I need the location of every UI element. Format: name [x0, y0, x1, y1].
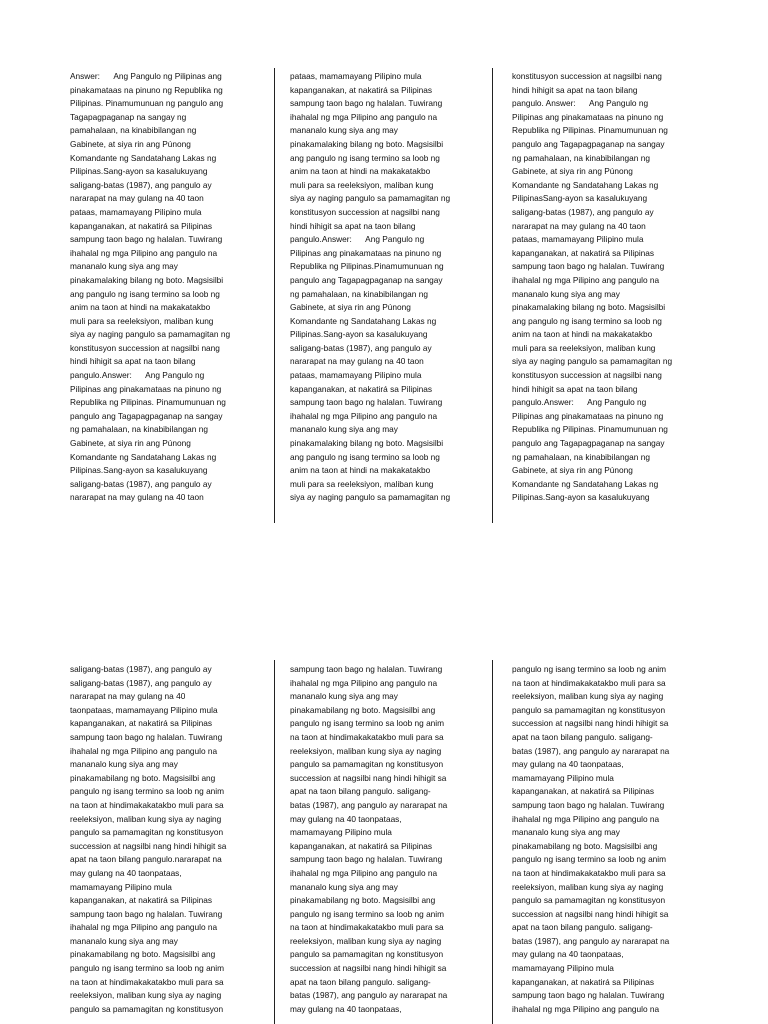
- text-line: konstitusyon succession at nagsilbi nang: [512, 370, 662, 381]
- text-line: mamamayang Pilipino mula: [512, 772, 614, 783]
- text-line: apat na taon bilang pangulo. saligang-: [512, 922, 653, 933]
- text-line: reeleksiyon, maliban kung siya ay naging: [70, 990, 222, 1001]
- text-line: mananalo kung siya ang may: [70, 261, 178, 272]
- text-line: siya ay naging pangulo sa pamamagitan ng: [512, 356, 673, 367]
- text-line: batas (1987), ang pangulo ay nararapat na: [512, 935, 670, 946]
- text-line: siya ay naging pangulo sa pamamagitan ng: [290, 492, 451, 503]
- text-line: na taon at hindimakakatakbo muli para sa: [70, 799, 224, 810]
- text-line: pataas, mamamayang Pilipino mula: [290, 71, 422, 81]
- text-line: kapanganakan, at nakatirá sa Pilipinas: [70, 895, 213, 906]
- text-line: mamamayang Pilipino mula: [512, 963, 614, 974]
- text-line: nararapat na may gulang na 40 taon: [70, 193, 204, 204]
- text-line: Komandante ng Sandatahang Lakas ng: [512, 179, 659, 190]
- text-line: saligang-batas (1987), ang pangulo ay: [290, 342, 432, 353]
- text-line: pinakamalaking bilang ng boto. Magsisilbi: [512, 302, 666, 313]
- text-line: saligang-batas (1987), ang pangulo ay: [70, 478, 212, 489]
- text-line: pataas, mamamayang Pilipino mula: [290, 370, 422, 381]
- text-line: sampung taon bago ng halalan. Tuwirang: [70, 234, 223, 245]
- text-line: Answer: Ang Pangulo ng Pilipinas ang: [70, 71, 222, 81]
- text-line: anim na taon at hindi na makakatakbo: [290, 166, 431, 177]
- text-line: reeleksiyon, maliban kung siya ay naging: [512, 691, 664, 702]
- text-line: ang pangulo ng isang termino sa loob ng: [290, 152, 440, 163]
- text-line: PilipinasSang-ayon sa kasalukuyang: [512, 193, 648, 204]
- text-line: apat na taon bilang pangulo. saligang-: [290, 786, 431, 797]
- text-line: Pilipinas. Pinamumunuan ng pangulo ang: [70, 98, 224, 109]
- text-line: konstitusyon succession at nagsilbi nang: [512, 71, 662, 81]
- text-line: pinakamalaking bilang ng boto. Magsisilbi: [290, 138, 444, 149]
- text-line: muli para sa reeleksiyon, maliban kung: [290, 478, 434, 489]
- text-line: mananalo kung siya ang may: [290, 424, 398, 435]
- text-line: saligang-batas (1987), ang pangulo ay: [70, 677, 212, 688]
- text-line: Gabinete, at siya rin ang Púnong: [70, 438, 191, 449]
- text-line: konstitusyon succession at nagsilbi nang: [290, 206, 440, 217]
- text-line: apat na taon bilang pangulo. saligang-: [512, 731, 653, 742]
- text-line: muli para sa reeleksiyon, maliban kung: [290, 179, 434, 190]
- text-line: reeleksiyon, maliban kung siya ay naging: [290, 745, 442, 756]
- text-line: pinakamabilang ng boto. Magsisilbi ang: [70, 772, 216, 783]
- text-line: pangulo sa pamamagitan ng konstitusyon: [512, 895, 666, 906]
- text-column-bottom-3: [512, 663, 669, 1016]
- text-line: succession at nagsilbi nang hindi hihigit sa: [512, 908, 669, 919]
- text-line: pangulo ang Tagapagpaganap na sangay: [290, 274, 443, 285]
- text-line: pangulo.Answer: Ang Pangulo ng: [512, 397, 647, 408]
- text-line: na taon at hindimakakatakbo muli para sa: [290, 922, 444, 933]
- text-line: ang pangulo ng isang termino sa loob ng: [70, 288, 220, 299]
- text-line: ihahalal ng mga Pilipino ang pangulo na: [70, 247, 218, 258]
- text-column-bottom-2: [290, 663, 447, 1016]
- text-line: pataas, mamamayang Pilipino mula: [70, 206, 202, 217]
- text-line: succession at nagsilbi nang hindi hihigit sa: [512, 718, 669, 729]
- text-line: saligang-batas (1987), ang pangulo ay: [70, 664, 212, 674]
- text-line: pangulo ng isang termino sa loob ng anim: [290, 908, 445, 919]
- text-line: Gabinete, at siya rin ang Púnong: [512, 465, 633, 476]
- text-line: pangulo ng isang termino sa loob ng anim: [70, 963, 225, 974]
- text-line: ang pangulo ng isang termino sa loob ng: [512, 315, 662, 326]
- text-line: muli para sa reeleksiyon, maliban kung: [70, 315, 214, 326]
- text-line: mananalo kung siya ang may: [512, 288, 620, 299]
- text-line: hindi hihigit sa apat na taon bilang: [290, 220, 416, 231]
- text-line: sampung taon bago ng halalan. Tuwirang: [70, 908, 223, 919]
- text-column-top-1: [70, 70, 230, 505]
- text-line: pangulo sa pamamagitan ng konstitusyon: [70, 827, 224, 838]
- text-column-top-3: [512, 70, 672, 505]
- text-line: ihahalal ng mga Pilipino ang pangulo na: [512, 813, 660, 824]
- text-line: muli para sa reeleksiyon, maliban kung: [512, 342, 656, 353]
- text-line: sampung taon bago ng halalan. Tuwirang: [290, 664, 443, 674]
- text-line: anim na taon at hindi na makakatakbo: [70, 302, 211, 313]
- text-line: ng pamahalaan, na kinabibilangan ng: [290, 288, 428, 299]
- text-line: batas (1987), ang pangulo ay nararapat na: [290, 799, 448, 810]
- text-line: reeleksiyon, maliban kung siya ay naging: [70, 813, 222, 824]
- text-line: Tagapagpaganap na sangay ng: [70, 111, 187, 122]
- text-line: ihahalal ng mga Pilipino ang pangulo na: [70, 745, 218, 756]
- text-line: mananalo kung siya ang may: [70, 759, 178, 770]
- text-line: sampung taon bago ng halalan. Tuwirang: [512, 799, 665, 810]
- text-line: Pilipinas ang pinakamataas na pinuno ng: [70, 383, 222, 394]
- text-line: nararapat na may gulang na 40 taon: [290, 356, 424, 367]
- text-line: batas (1987), ang pangulo ay nararapat na: [290, 990, 448, 1001]
- text-line: na taon at hindimakakatakbo muli para sa: [290, 731, 444, 742]
- text-line: siya ay naging pangulo sa pamamagitan ng: [290, 193, 451, 204]
- text-line: Gabinete, at siya rin ang Púnong: [290, 302, 411, 313]
- text-line: pinakamataas na pinuno ng Republika ng: [70, 84, 223, 95]
- text-line: Pilipinas.Sang-ayon sa kasalukuyang: [70, 166, 208, 177]
- text-line: pangulo ng isang termino sa loob ng anim: [70, 786, 225, 797]
- text-line: pataas, mamamayang Pilipino mula: [512, 234, 644, 245]
- text-line: ang pangulo ng isang termino sa loob ng: [290, 451, 440, 462]
- text-line: kapanganakan, at nakatirá sa Pilipinas: [512, 976, 655, 987]
- text-line: pangulo ng isang termino sa loob ng anim: [512, 664, 667, 674]
- text-line: mananalo kung siya ang may: [290, 125, 398, 136]
- text-line: konstitusyon succession at nagsilbi nang: [70, 342, 220, 353]
- text-line: Pilipinas ang pinakamataas na pinuno ng: [512, 111, 664, 122]
- text-line: pangulo ng isang termino sa loob ng anim: [512, 854, 667, 865]
- text-line: Republika ng Pilipinas. Pinamumunuan ng: [512, 125, 668, 136]
- text-line: ihahalal ng mga Pilipino ang pangulo na: [290, 677, 438, 688]
- text-line: Republika ng Pilipinas.Pinamumunuan ng: [290, 261, 444, 272]
- text-line: kapanganakan, at nakatirá sa Pilipinas: [70, 220, 213, 231]
- text-line: reeleksiyon, maliban kung siya ay naging: [512, 881, 664, 892]
- text-line: ihahalal ng mga Pilipino ang pangulo na: [290, 867, 438, 878]
- text-line: may gulang na 40 taonpataas,: [512, 759, 624, 770]
- text-line: sampung taon bago ng halalan. Tuwirang: [290, 854, 443, 865]
- text-line: mamamayang Pilipino mula: [70, 881, 172, 892]
- text-column-bottom-1: [70, 663, 226, 1016]
- column-divider-top-2: [492, 68, 493, 523]
- text-line: succession at nagsilbi nang hindi hihigit sa: [70, 840, 227, 851]
- text-line: nararapat na may gulang na 40 taon: [512, 220, 646, 231]
- column-divider-top-1: [274, 68, 275, 523]
- text-line: siya ay naging pangulo sa pamamagitan ng: [70, 329, 231, 340]
- text-line: Komandante ng Sandatahang Lakas ng: [290, 315, 437, 326]
- text-line: ng pamahalaan, na kinabibilangan ng: [512, 451, 650, 462]
- text-line: pinakamabilang ng boto. Magsisilbi ang: [512, 840, 658, 851]
- text-line: anim na taon at hindi na makakatakbo: [512, 329, 653, 340]
- text-line: pangulo sa pamamagitan ng konstitusyon: [70, 1003, 224, 1014]
- text-line: pangulo ang Tagapagpaganap na sangay: [512, 138, 665, 149]
- text-line: succession at nagsilbi nang hindi hihigit sa: [290, 963, 447, 974]
- text-line: ihahalal ng mga Pilipino ang pangulo na: [290, 111, 438, 122]
- text-line: anim na taon at hindi na makakatakbo: [290, 465, 431, 476]
- text-line: pinakamabilang ng boto. Magsisilbi ang: [70, 949, 216, 960]
- column-divider-bottom-1: [274, 660, 275, 1024]
- text-line: succession at nagsilbi nang hindi hihigit sa: [290, 772, 447, 783]
- text-line: Pilipinas.Sang-ayon sa kasalukuyang: [290, 329, 428, 340]
- text-line: may gulang na 40 taonpataas,: [512, 949, 624, 960]
- text-line: pangulo sa pamamagitan ng konstitusyon: [290, 949, 444, 960]
- text-line: ihahalal ng mga Pilipino ang pangulo na: [290, 410, 438, 421]
- text-line: sampung taon bago ng halalan. Tuwirang: [512, 261, 665, 272]
- text-line: mananalo kung siya ang may: [290, 691, 398, 702]
- text-line: hindi hihigit sa apat na taon bilang: [70, 356, 196, 367]
- text-line: ihahalal ng mga Pilipino ang pangulo na: [512, 1003, 660, 1014]
- text-line: apat na taon bilang pangulo. saligang-: [290, 976, 431, 987]
- text-line: mananalo kung siya ang may: [70, 935, 178, 946]
- text-line: kapanganakan, at nakatirá sa Pilipinas: [70, 718, 213, 729]
- text-line: sampung taon bago ng halalan. Tuwirang: [290, 98, 443, 109]
- text-line: ihahalal ng mga Pilipino ang pangulo na: [512, 274, 660, 285]
- text-line: sampung taon bago ng halalan. Tuwirang: [290, 397, 443, 408]
- text-line: batas (1987), ang pangulo ay nararapat na: [512, 745, 670, 756]
- text-line: Gabinete, at siya rin ang Púnong: [70, 138, 191, 149]
- text-line: pangulo ang Tagapagpaganap na sangay: [512, 438, 665, 449]
- text-line: Pilipinas.Sang-ayon sa kasalukuyang: [70, 465, 208, 476]
- text-line: Komandante ng Sandatahang Lakas ng: [70, 152, 217, 163]
- text-line: Komandante ng Sandatahang Lakas ng: [512, 478, 659, 489]
- text-line: nararapat na may gulang na 40: [70, 691, 186, 702]
- text-line: hindi hihigit sa apat na taon bilang: [512, 84, 638, 95]
- text-line: pinakamabilang ng boto. Magsisilbi ang: [290, 895, 436, 906]
- text-line: pangulo ng isang termino sa loob ng anim: [290, 718, 445, 729]
- text-line: Pilipinas.Sang-ayon sa kasalukuyang: [512, 492, 650, 503]
- text-line: may gulang na 40 taonpataas,: [290, 813, 402, 824]
- text-line: saligang-batas (1987), ang pangulo ay: [512, 206, 654, 217]
- text-line: pangulo.Answer: Ang Pangulo ng: [290, 234, 425, 245]
- text-line: sampung taon bago ng halalan. Tuwirang: [70, 731, 223, 742]
- text-line: pangulo sa pamamagitan ng konstitusyon: [290, 759, 444, 770]
- text-line: may gulang na 40 taonpataas,: [290, 1003, 402, 1014]
- text-line: reeleksiyon, maliban kung siya ay naging: [290, 935, 442, 946]
- text-line: Komandante ng Sandatahang Lakas ng: [70, 451, 217, 462]
- text-line: pinakamabilang ng boto. Magsisilbi ang: [290, 704, 436, 715]
- text-line: pinakamalaking bilang ng boto. Magsisilbi: [70, 274, 224, 285]
- text-line: na taon at hindimakakatakbo muli para sa: [512, 867, 666, 878]
- text-line: kapanganakan, at nakatirá sa Pilipinas: [290, 84, 433, 95]
- text-line: na taon at hindimakakatakbo muli para sa: [512, 677, 666, 688]
- text-line: may gulang na 40 taonpataas,: [70, 867, 182, 878]
- text-line: pamahalaan, na kinabibilangan ng: [70, 125, 197, 136]
- text-line: nararapat na may gulang na 40 taon: [70, 492, 204, 503]
- text-line: kapanganakan, at nakatirá sa Pilipinas: [512, 786, 655, 797]
- text-line: saligang-batas (1987), ang pangulo ay: [70, 179, 212, 190]
- text-line: ng pamahalaan, na kinabibilangan ng: [512, 152, 650, 163]
- text-line: mananalo kung siya ang may: [512, 827, 620, 838]
- text-line: kapanganakan, at nakatirá sa Pilipinas: [290, 840, 433, 851]
- text-line: hindi hihigit sa apat na taon bilang: [512, 383, 638, 394]
- text-line: pangulo.Answer: Ang Pangulo ng: [70, 370, 205, 381]
- text-line: pangulo sa pamamagitan ng konstitusyon: [512, 704, 666, 715]
- text-line: Gabinete, at siya rin ang Púnong: [512, 166, 633, 177]
- text-line: taonpataas, mamamayang Pilipino mula: [70, 704, 218, 715]
- text-line: pangulo ang Tagapagpaganap na sangay: [70, 410, 223, 421]
- text-line: ng pamahalaan, na kinabibilangan ng: [70, 424, 208, 435]
- text-line: pangulo. Answer: Ang Pangulo ng: [512, 98, 649, 109]
- text-line: pinakamalaking bilang ng boto. Magsisilbi: [290, 438, 444, 449]
- text-line: Pilipinas ang pinakamataas na pinuno ng: [290, 247, 442, 258]
- text-line: na taon at hindimakakatakbo muli para sa: [70, 976, 224, 987]
- text-line: kapanganakan, at nakatirá sa Pilipinas: [512, 247, 655, 258]
- text-line: mananalo kung siya ang may: [290, 881, 398, 892]
- text-line: sampung taon bago ng halalan. Tuwirang: [512, 990, 665, 1001]
- text-line: kapanganakan, at nakatirá sa Pilipinas: [290, 383, 433, 394]
- text-line: Republika ng Pilipinas. Pinamumunuan ng: [512, 424, 668, 435]
- text-line: Pilipinas ang pinakamataas na pinuno ng: [512, 410, 664, 421]
- text-line: Republika ng Pilipinas. Pinamumunuan ng: [70, 397, 226, 408]
- text-line: apat na taon bilang pangulo.nararapat na: [70, 854, 222, 865]
- text-line: mamamayang Pilipino mula: [290, 827, 392, 838]
- text-line: ihahalal ng mga Pilipino ang pangulo na: [70, 922, 218, 933]
- text-column-top-2: [290, 70, 450, 505]
- column-divider-bottom-2: [492, 660, 493, 1024]
